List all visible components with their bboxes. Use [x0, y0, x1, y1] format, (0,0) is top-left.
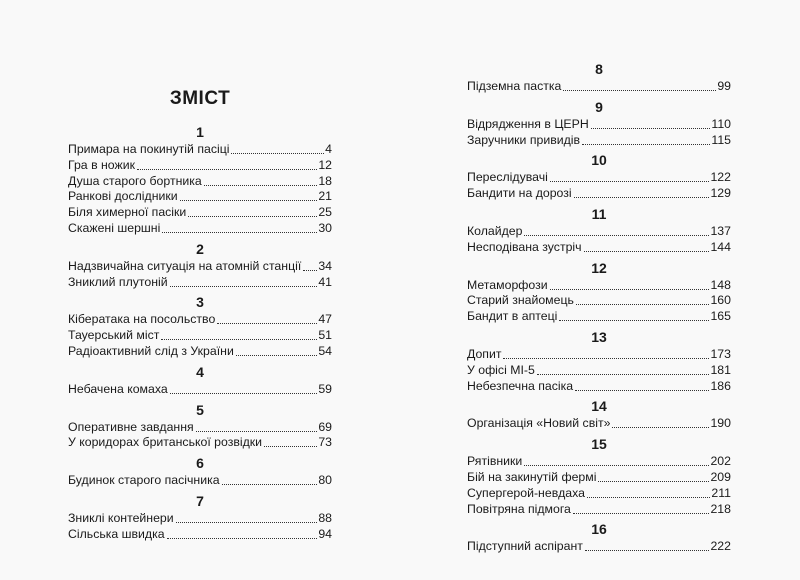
toc-entry-page: 69 — [318, 419, 332, 434]
toc-entry-page: 129 — [710, 186, 731, 201]
dot-leader — [563, 90, 716, 91]
toc-entry-page: 144 — [710, 239, 731, 254]
dot-leader — [303, 270, 317, 271]
toc-entry-page: 94 — [318, 526, 332, 541]
toc-entry-title: Бій на закинутій фермі — [467, 470, 597, 484]
toc-entry-title: У офісі МІ-5 — [467, 362, 535, 377]
toc-entry[interactable] — [467, 469, 731, 485]
toc-entry-page: 88 — [318, 511, 332, 525]
toc-entry[interactable] — [467, 415, 731, 431]
toc-entry-page: 73 — [318, 435, 332, 450]
toc-entry-title: Радіоактивний слід з України — [68, 344, 234, 358]
chapter-number: 16 — [591, 521, 607, 538]
toc-entry[interactable] — [68, 188, 332, 204]
toc-entry-title: Супергерой-невдаха — [467, 485, 585, 500]
toc-entry[interactable] — [467, 223, 731, 239]
toc-entry[interactable] — [467, 362, 731, 378]
dot-leader — [550, 289, 710, 290]
toc-entry-title: Примара на покинутій пасіці — [68, 142, 230, 156]
toc-entry-title: У коридорах британської розвідки — [68, 435, 263, 450]
chapter-number: 7 — [196, 493, 204, 509]
chapter-number: 14 — [591, 398, 607, 415]
toc-entry[interactable] — [68, 381, 332, 397]
toc-entry[interactable] — [467, 538, 731, 554]
toc-entry-page: 34 — [318, 258, 332, 273]
toc-entry[interactable] — [68, 311, 332, 327]
toc-entry-title: Метаморфози — [467, 277, 548, 292]
toc-entry-title: Заручники привидів — [467, 132, 581, 147]
toc-entry[interactable] — [68, 419, 332, 435]
dot-leader — [591, 128, 711, 129]
dot-leader — [612, 427, 709, 428]
toc-entry-page: 25 — [318, 205, 332, 220]
dot-leader — [222, 484, 318, 485]
toc-entry-page: 160 — [710, 293, 731, 308]
toc-entry-title: Відрядження в ЦЕРН — [467, 116, 589, 131]
toc-entry[interactable] — [467, 485, 731, 501]
toc-entry-title: Зниклий плутоній — [68, 274, 168, 289]
dot-leader — [559, 320, 709, 321]
toc-entry[interactable] — [68, 274, 332, 290]
chapter-number: 4 — [196, 363, 204, 380]
dot-leader — [170, 393, 318, 394]
toc-entry-title: Біля химерної пасіки — [68, 205, 187, 220]
toc-entry[interactable] — [467, 132, 731, 148]
dot-leader — [503, 358, 709, 359]
toc-entry-title: Бандит в аптеці — [467, 309, 558, 324]
chapter-number: 3 — [196, 294, 204, 311]
dot-leader — [170, 286, 318, 287]
dot-leader — [584, 251, 710, 252]
chapter-number: 2 — [196, 240, 204, 257]
toc-entry-page: 181 — [710, 362, 731, 377]
toc-entry-title: Підземна пастка — [467, 79, 562, 93]
toc-entry-title: Кібератака на посольство — [68, 312, 216, 327]
toc-entry[interactable] — [68, 434, 332, 450]
dot-leader — [161, 339, 317, 340]
dot-leader — [180, 200, 318, 201]
chapter-number: 6 — [196, 455, 204, 472]
toc-entry[interactable] — [467, 346, 731, 362]
dot-leader — [236, 355, 318, 356]
dot-leader — [550, 181, 710, 182]
toc-entry-page: 80 — [318, 473, 332, 488]
toc-entry-title: Гра в ножик — [68, 157, 135, 172]
toc-entry[interactable] — [68, 327, 332, 343]
toc-entry[interactable] — [467, 453, 731, 469]
toc-entry-title: Скажені шершні — [68, 221, 161, 235]
toc-entry-title: Допит — [467, 347, 502, 361]
dot-leader — [264, 446, 317, 447]
toc-entry-title: Організація «Новий світ» — [467, 416, 611, 431]
dot-leader — [204, 185, 318, 186]
dot-leader — [576, 304, 710, 305]
chapter-number: 13 — [591, 329, 607, 345]
toc-entry-page: 202 — [710, 454, 731, 469]
dot-leader — [575, 390, 709, 391]
dot-leader — [598, 481, 709, 482]
toc-entry-page: 148 — [710, 277, 731, 292]
toc-entry-page: 190 — [710, 416, 731, 431]
toc-entry[interactable] — [68, 526, 332, 542]
toc-entry-title: Повітряна підмога — [467, 501, 571, 516]
toc-entry[interactable] — [467, 239, 731, 255]
toc-entry-page: 115 — [711, 132, 731, 147]
toc-entry-title: Душа старого бортника — [68, 173, 202, 188]
toc-entry-title: Підступний аспірант — [467, 539, 583, 554]
toc-entry[interactable] — [467, 78, 731, 94]
dot-leader — [167, 538, 318, 539]
toc-entry-page: 47 — [318, 312, 332, 327]
toc-entry[interactable] — [68, 141, 332, 157]
toc-entry-title: Рятівники — [467, 454, 523, 469]
toc-entry-page: 186 — [710, 378, 731, 393]
toc-entry[interactable] — [467, 308, 731, 324]
toc-entry-title: Несподівана зустріч — [467, 239, 582, 254]
toc-entry-page: 137 — [710, 224, 731, 238]
toc-entry-title: Бандити на дорозі — [467, 186, 572, 201]
toc-entry[interactable] — [467, 378, 731, 394]
dot-leader — [231, 153, 324, 154]
toc-entry-page: 51 — [318, 328, 332, 343]
toc-entry[interactable] — [68, 343, 332, 359]
dot-leader — [188, 216, 317, 217]
toc-entry-title: Старий знайомець — [467, 293, 574, 308]
dot-leader — [573, 513, 710, 514]
toc-entry-page: 30 — [318, 221, 332, 235]
toc-entry-page: 4 — [325, 142, 332, 156]
toc-entry-page: 99 — [717, 79, 731, 93]
toc-entry-page: 218 — [710, 501, 731, 516]
toc-entry[interactable] — [68, 220, 332, 236]
toc-entry-page: 173 — [710, 347, 731, 361]
toc-entry-title: Оперативне завдання — [68, 419, 194, 434]
toc-entry[interactable] — [467, 277, 731, 293]
toc-entry[interactable] — [467, 185, 731, 201]
chapter-number: 12 — [591, 259, 607, 276]
toc-entry[interactable] — [68, 204, 332, 220]
toc-entry[interactable] — [467, 501, 731, 517]
toc-entry-page: 59 — [318, 381, 332, 396]
dot-leader — [582, 144, 710, 145]
toc-entry-page: 211 — [711, 485, 731, 500]
toc-entry[interactable] — [467, 292, 731, 308]
toc-entry[interactable] — [68, 157, 332, 173]
chapter-number: 15 — [591, 436, 607, 453]
dot-leader — [196, 431, 318, 432]
toc-entry-title: Зниклі контейнери — [68, 511, 174, 525]
dot-leader — [585, 550, 710, 551]
toc-entry-page: 54 — [318, 344, 332, 358]
dot-leader — [162, 232, 317, 233]
toc-entry-title: Будинок старого пасічника — [68, 473, 220, 488]
toc-entry[interactable] — [68, 472, 332, 488]
dot-leader — [587, 497, 710, 498]
dot-leader — [217, 323, 317, 324]
dot-leader — [176, 522, 318, 523]
dot-leader — [524, 465, 709, 466]
toc-entry-page: 165 — [710, 309, 731, 324]
chapter-number: 10 — [591, 152, 607, 169]
toc-entry-title: Переслідувачі — [467, 170, 548, 185]
toc-entry-title: Тауерський міст — [68, 328, 160, 343]
toc-entry-page: 21 — [318, 189, 332, 204]
page-title: ЗМІСТ — [169, 88, 231, 109]
chapter-number: 8 — [595, 61, 603, 77]
dot-leader — [574, 197, 710, 198]
toc-entry-page: 209 — [710, 470, 731, 484]
toc-entry-page: 222 — [710, 539, 731, 554]
chapter-number: 5 — [196, 401, 204, 418]
toc-entry-title: Сільська швидка — [68, 526, 165, 541]
toc-entry[interactable] — [68, 258, 332, 274]
toc-entry-page: 12 — [318, 157, 332, 172]
toc-entry-page: 41 — [318, 274, 332, 289]
toc-entry[interactable] — [467, 116, 731, 132]
chapter-number: 1 — [196, 124, 204, 140]
toc-entry-title: Колайдер — [467, 224, 523, 238]
toc-entry-title: Небезпечна пасіка — [467, 378, 574, 393]
toc-entry[interactable] — [467, 169, 731, 185]
dot-leader — [524, 235, 709, 236]
dot-leader — [537, 374, 710, 375]
toc-entry-title: Ранкові дослідники — [68, 189, 178, 204]
chapter-number: 9 — [595, 98, 603, 115]
chapter-number: 11 — [591, 206, 607, 222]
toc-entry[interactable] — [68, 173, 332, 189]
dot-leader — [137, 169, 317, 170]
toc-entry-title: Надзвичайна ситуація на атомній станції — [68, 258, 302, 273]
toc-entry[interactable] — [68, 510, 332, 526]
toc-entry-page: 122 — [710, 170, 731, 185]
toc-entry-title: Небачена комаха — [68, 381, 168, 396]
toc-entry-page: 110 — [711, 116, 731, 131]
toc-entry-page: 18 — [318, 173, 332, 188]
